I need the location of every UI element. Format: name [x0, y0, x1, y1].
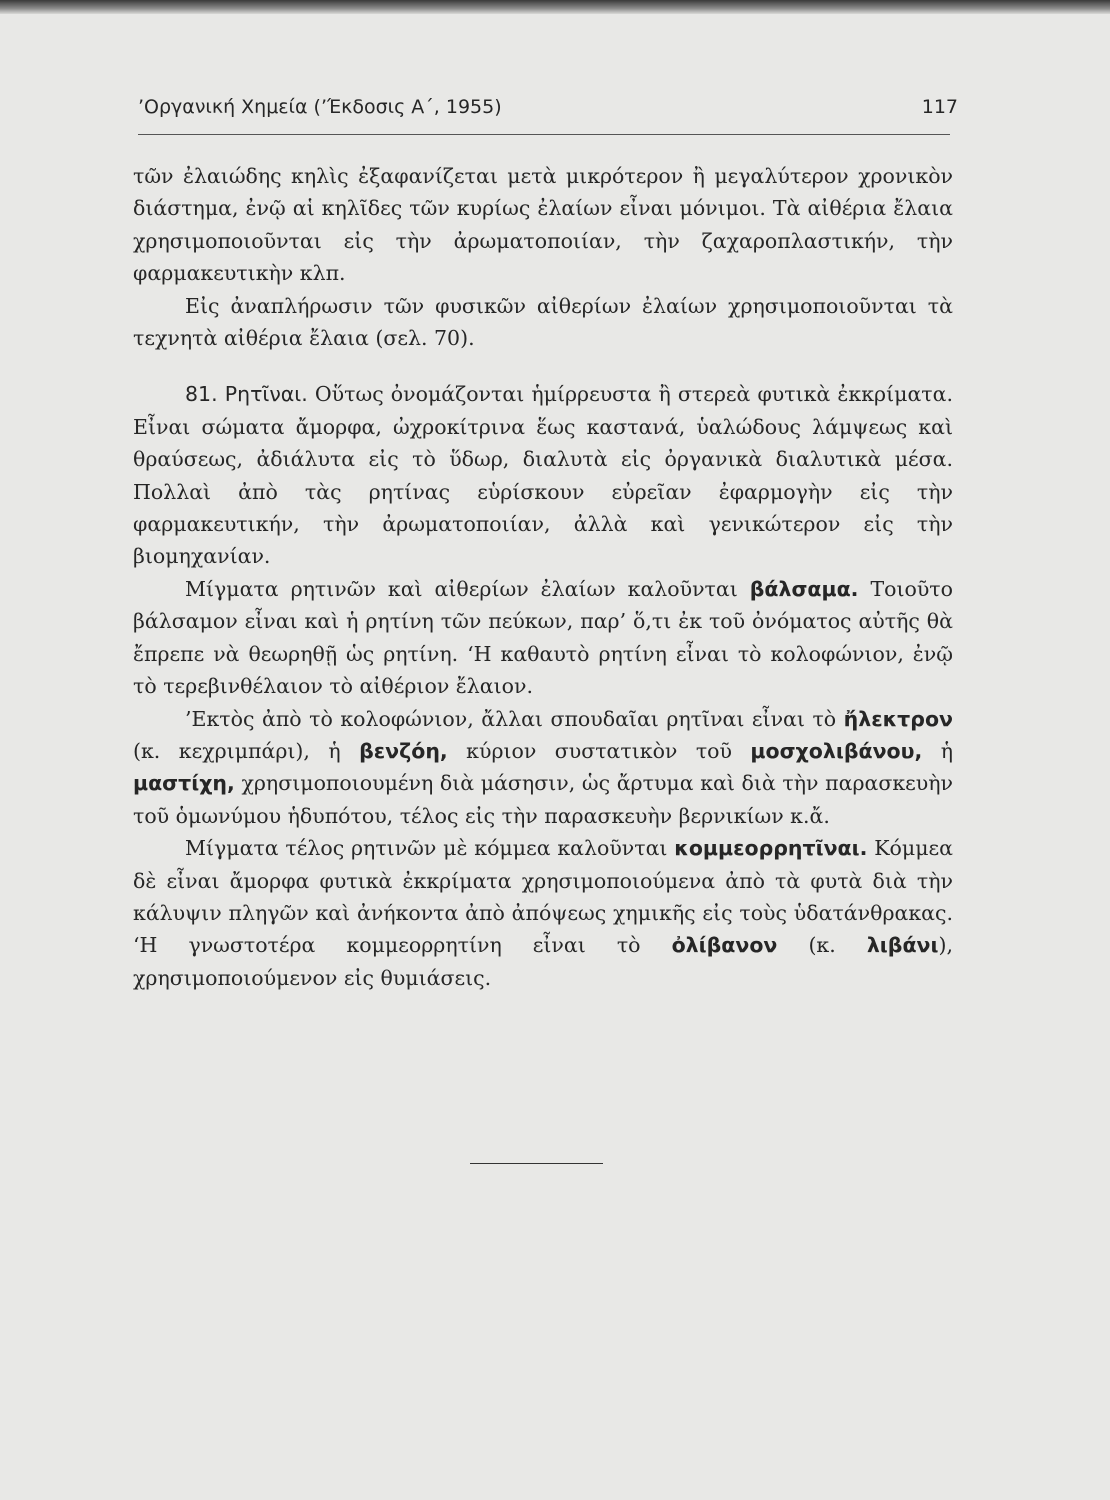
term-balsama: βάλσαμα.	[749, 576, 859, 601]
term-amber: ἤλεκτρον	[843, 706, 953, 731]
paragraph-other-resins: ’Εκτὸς ἀπὸ τὸ κολοφώνιον, ἄλλαι σπουδαῖαι ρητῖναι εἶναι τὸ ἤλεκτρον (κ. κεχριμπάρι), ἡ βενζόη, κύριον συστατικὸν τοῦ μοσχολιβάνου, ἡ μαστίχη, χρησιμοποιουμένη διὰ μάσησιν, ὡς ἄρτυμα καὶ διὰ τὴν παρασκευὴν τοῦ ὁμωνύμου ἡδυπότου, τέλος εἰς τὴν παρασκευὴν βερνικίων κ.ἄ.	[133, 706, 953, 828]
section-81-resins: 81. Ρητῖναι. Οὕτως ὀνομάζονται ἡμίρρευστα ἢ στερεὰ φυτικὰ ἐκκρίματα. Εἶναι σώματα ἄμορφα, ὠχροκίτρινα ἕως καστανά, ὑαλώδους λάμψεως καὶ θραύσεως, ἀδιάλυτα εἰς τὸ ὕδωρ, διαλυτὰ εἰς ὀργανικὰ διαλυτικὰ μέσα. Πολλαὶ ἀπὸ τὰς ρητίνας εὑρίσκουν εὐρεῖαν ἐφαρμογὴν εἰς τὴν φαρμακευτικήν, τὴν ἀρωματοποιίαν, ἀλλὰ καὶ γενικώτερον εἰς τὴν βιομηχανίαν.	[133, 382, 953, 569]
scan-edge	[0, 0, 1110, 14]
term-frankincense: ὀλίβανον	[671, 933, 778, 958]
header-rule	[138, 134, 950, 135]
paragraph-synthetic-oils: Εἰς ἀναπλήρωσιν τῶν φυσικῶν αἰθερίων ἐλαίων χρησιμοποιοῦνται τὰ τεχνητὰ αἰθέρια ἔλαια (σελ. 70).	[133, 293, 953, 351]
page-number: 117	[921, 96, 958, 118]
term-storax: μοσχολιβάνου,	[750, 738, 923, 763]
term-mastic: μαστίχη,	[133, 771, 235, 796]
paragraph-gum-resins: Μίγματα τέλος ρητινῶν μὲ κόμμεα καλοῦνται κομμεορρητῖναι. Κόμμεα δὲ εἶναι ἄμορφα φυτικὰ ἐκκρίματα χρησιμοποιούμενα ἀπὸ τὰ φυτὰ διὰ τὴν κάλυψιν πληγῶν καὶ ἀνήκοντα ἀπὸ ἀπόψεως χημικῆς εἰς τοὺς ὑδατάνθρακας. ‘Η γνωστοτέρα κομμεορρητίνη εἶναι τὸ ὀλίβανον (κ. λιβάνι), χρησιμοποιούμενον εἰς θυμιάσεις.	[133, 836, 953, 990]
section-end-rule	[470, 1163, 603, 1164]
section-heading: 81. Ρητῖναι.	[185, 382, 308, 407]
running-header	[138, 90, 958, 124]
running-title: ’Οργανική Χημεία (’Έκδοσις Α΄, 1955)	[138, 96, 502, 118]
term-gum-resins: κομμεορρητῖναι.	[674, 836, 868, 861]
paragraph-balsams: Μίγματα ρητινῶν καὶ αἰθερίων ἐλαίων καλοῦνται βάλσαμα. Τοιοῦτο βάλσαμον εἶναι καὶ ἡ ρητίνη τῶν πεύκων, παρ’ ὅ,τι ἐκ τοῦ ὀνόματος αὐτῆς θὰ ἔπρεπε νὰ θεωρηθῇ ὡς ρητίνη. ‘Η καθαυτὸ ρητίνη εἶναι τὸ κολοφώνιον, ἐνῷ τὸ τερεβινθέλαιον τὸ αἰθέριον ἔλαιον.	[133, 576, 953, 699]
term-benzoin: βενζόη,	[359, 738, 448, 763]
body-text	[133, 160, 953, 994]
paragraph-continuation: τῶν ἐλαιώδης κηλὶς ἐξαφανίζεται μετὰ μικρότερον ἢ μεγαλύτερον χρονικὸν διάστημα, ἐνῷ αἱ κηλῖδες τῶν κυρίως ἐλαίων εἶναι μόνιμοι. Τὰ αἰθέρια ἔλαια χρησιμοποιοῦνται εἰς τὴν ἀρωματοποιίαν, τὴν ζαχαροπλαστικήν, τὴν φαρμακευτικὴν κλπ.	[133, 164, 953, 286]
term-livani: λιβάνι	[866, 933, 939, 958]
